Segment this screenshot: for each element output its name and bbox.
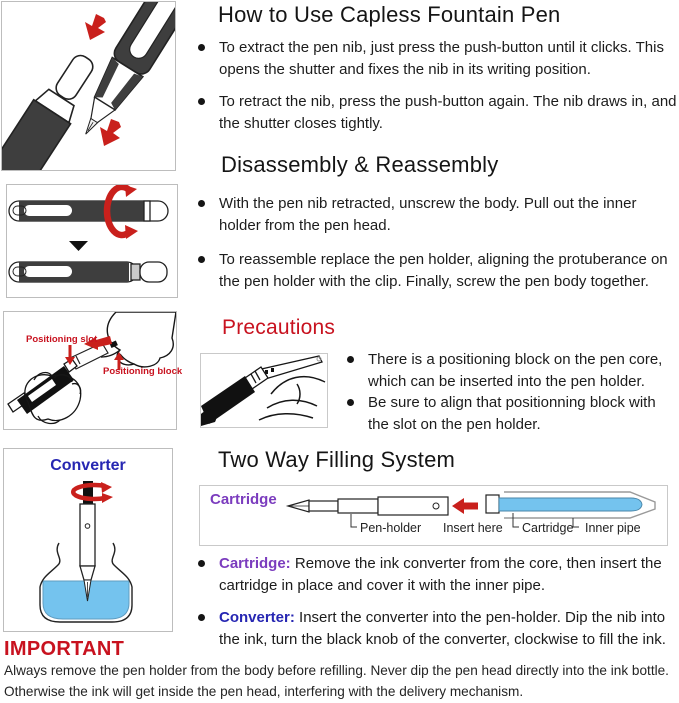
- unscrew-pens-drawing: [7, 185, 177, 297]
- precautions-bullets: [335, 349, 679, 435]
- insert-here-label: Insert here: [443, 521, 503, 535]
- converter-lead-label: Converter:: [219, 609, 295, 626]
- important-line-1: Always remove the pen holder from the body before refilling. Never dip the pen head directly into the ink bottle.: [4, 663, 669, 678]
- list-item: [195, 91, 679, 134]
- bullet-icon: [195, 607, 219, 621]
- section-title-precautions: Precautions: [222, 316, 336, 339]
- unscrew-illustration: [6, 184, 178, 298]
- cartridge-body: [499, 498, 642, 511]
- bullet-icon: [195, 37, 219, 51]
- bullet-icon: [195, 249, 219, 263]
- bullet-icon: [195, 91, 219, 105]
- precautions-hand-drawing: [201, 354, 327, 427]
- cartridge-diagram-drawing: [200, 486, 667, 545]
- bullet-text: To retract the nib, press the push-button again. The nib draws in, and the shutter closes tightly.: [219, 93, 677, 132]
- bullet-text: [219, 607, 679, 650]
- bullet-icon: [335, 349, 368, 363]
- how-to-use-bullets: [195, 37, 679, 145]
- push-button-pens-drawing: [2, 2, 175, 170]
- bullet-text: Be sure to align that positionning block with the slot on the pen holder.: [368, 394, 656, 433]
- list-item: [195, 193, 679, 236]
- cartridge-label: Cartridge: [522, 521, 574, 535]
- positioning-illustration: [3, 311, 183, 430]
- bullet-icon: [195, 193, 219, 207]
- list-item: [335, 349, 679, 392]
- bullet-text: [219, 553, 679, 596]
- cartridge-diagram-title: Cartridge: [210, 491, 277, 508]
- positioning-block-label: Positioning block: [103, 366, 183, 377]
- cartridge-diagram: [199, 485, 668, 546]
- list-item: [195, 607, 679, 650]
- important-title: IMPORTANT: [4, 638, 125, 660]
- bullet-text: With the pen nib retracted, unscrew the body. Pull out the inner holder from the pen head.: [219, 195, 637, 234]
- precautions-illustration: [200, 353, 328, 428]
- bullet-text: To reassemble replace the pen holder, aligning the protuberance on the pen holder with the clip. Finally, screw the pen body together.: [219, 251, 668, 290]
- pen-holder-label: Pen-holder: [360, 521, 422, 535]
- bullet-icon: [195, 553, 219, 567]
- push-button-illustration: [1, 1, 176, 171]
- list-item: [195, 553, 679, 596]
- cartridge-lead-label: Cartridge:: [219, 555, 291, 572]
- positioning-slot-label: Positioning slot: [26, 334, 98, 345]
- extend-arrow-icon: [100, 119, 121, 146]
- section-title-how-to-use: How to Use Capless Fountain Pen: [218, 2, 561, 27]
- list-item: [335, 392, 679, 435]
- filling-bullets: [195, 553, 679, 661]
- section-title-disassembly: Disassembly & Reassembly: [221, 152, 499, 177]
- converter-illustration: [3, 448, 173, 632]
- important-line-2: Otherwise the ink will get inside the pen head, interfering with the delivery mechanism.: [4, 684, 524, 699]
- converter-caption: Converter: [50, 457, 126, 474]
- rotate-knob-arrow-icon: [73, 482, 113, 503]
- disassembly-bullets: [195, 193, 679, 303]
- cartridge-lead-text: Remove the ink converter from the core, then insert the cartridge in place and cover it with the inner pipe.: [219, 555, 662, 594]
- list-item: [195, 37, 679, 80]
- bullet-icon: [335, 392, 368, 406]
- converter-lead-text: Insert the converter into the pen-holder. Dip the nib into the ink, turn the black knob of the converter, clockwise to fill the ink.: [219, 609, 666, 648]
- list-item: [195, 249, 679, 292]
- insert-arrow-icon: [452, 498, 478, 514]
- bullet-text: To extract the pen nib, just press the push-button until it clicks. This opens the shutter and fixes the nib in its writing position.: [219, 39, 664, 78]
- bullet-text: There is a positioning block on the pen core, which can be inserted into the pen holder.: [368, 351, 663, 390]
- press-arrow-icon: [85, 14, 106, 40]
- step-triangle-icon: [69, 241, 88, 251]
- inner-pipe-label: Inner pipe: [585, 521, 641, 535]
- converter-bottle-drawing: [4, 449, 172, 631]
- section-title-filling: Two Way Filling System: [218, 447, 456, 472]
